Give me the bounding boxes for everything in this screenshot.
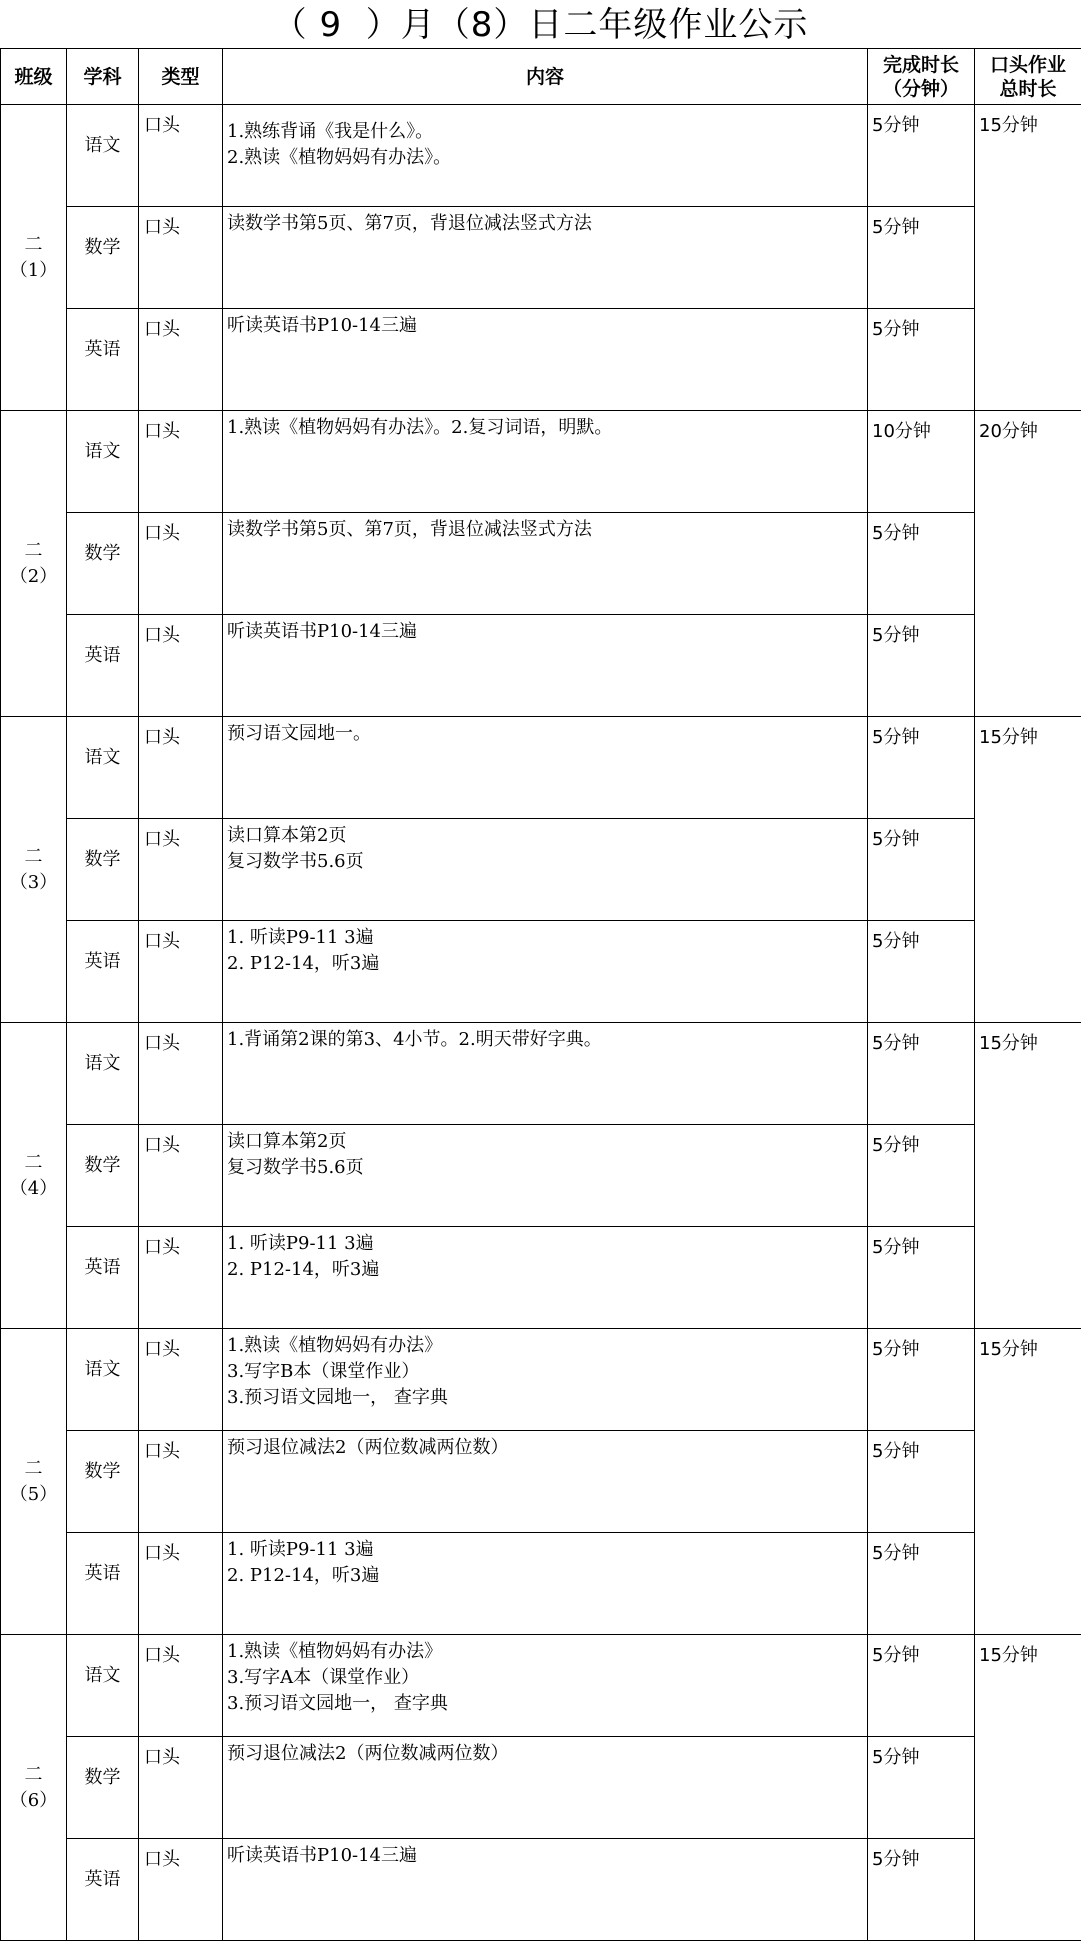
type-cell: 口头: [139, 1839, 223, 1941]
duration-cell: 5分钟: [868, 105, 975, 207]
class-name-cell: 二 （6）: [1, 1635, 67, 1941]
content-line: 复习数学书5.6页: [227, 1155, 867, 1181]
subject-cell: 英语: [67, 615, 139, 717]
duration-cell: 5分钟: [868, 1431, 975, 1533]
content-line: 1.熟读《植物妈妈有办法》: [227, 1333, 867, 1359]
table-row: [1, 513, 1081, 615]
content-cell: [223, 717, 868, 819]
content-cell: [223, 1839, 868, 1941]
content-cell: [223, 207, 868, 309]
content-line: 1.熟读《植物妈妈有办法》: [227, 1639, 867, 1665]
content-line: 2. P12-14，听3遍: [227, 1257, 867, 1283]
subject-cell: 英语: [67, 921, 139, 1023]
content-cell: [223, 1533, 868, 1635]
table-row: [1, 1125, 1081, 1227]
header-type: 类型: [139, 49, 223, 105]
table-row: [1, 1023, 1081, 1125]
type-cell: 口头: [139, 1533, 223, 1635]
type-cell: 口头: [139, 411, 223, 513]
duration-cell: 5分钟: [868, 513, 975, 615]
duration-cell: 5分钟: [868, 1533, 975, 1635]
total-duration-cell: 20分钟: [975, 411, 1081, 717]
duration-cell: 5分钟: [868, 207, 975, 309]
subject-cell: 语文: [67, 411, 139, 513]
duration-cell: 5分钟: [868, 1635, 975, 1737]
duration-cell: 5分钟: [868, 921, 975, 1023]
class-name-cell: 二 （5）: [1, 1329, 67, 1635]
class-name-cell: 二 （3）: [1, 717, 67, 1023]
table-row: [1, 921, 1081, 1023]
content-line: 1.熟读《植物妈妈有办法》。2.复习词语，明默。: [227, 415, 867, 441]
type-cell: 口头: [139, 717, 223, 819]
header-subject: 学科: [67, 49, 139, 105]
type-cell: 口头: [139, 105, 223, 207]
content-line: 复习数学书5.6页: [227, 849, 867, 875]
content-line: 3.写字A本（课堂作业）: [227, 1665, 867, 1691]
table-row: [1, 207, 1081, 309]
content-line: 1. 听读P9-11 3遍: [227, 1231, 867, 1257]
table-row: [1, 1839, 1081, 1941]
duration-cell: 5分钟: [868, 819, 975, 921]
type-cell: 口头: [139, 1635, 223, 1737]
homework-table: [0, 48, 1081, 1941]
content-cell: [223, 411, 868, 513]
content-cell: [223, 1227, 868, 1329]
content-line: 读口算本第2页: [227, 823, 867, 849]
content-line: 1.熟练背诵《我是什么》。: [227, 119, 867, 145]
table-row: [1, 411, 1081, 513]
header-total: 口头作业 总时长: [975, 49, 1081, 105]
subject-cell: 数学: [67, 1737, 139, 1839]
duration-cell: 5分钟: [868, 1329, 975, 1431]
content-line: 1. 听读P9-11 3遍: [227, 925, 867, 951]
content-cell: [223, 819, 868, 921]
type-cell: 口头: [139, 819, 223, 921]
content-line: 读口算本第2页: [227, 1129, 867, 1155]
table-row: [1, 1227, 1081, 1329]
class-name-cell: 二 （2）: [1, 411, 67, 717]
class-name-cell: 二 （1）: [1, 105, 67, 411]
content-line: 2. P12-14，听3遍: [227, 951, 867, 977]
content-line: 听读英语书P10-14三遍: [227, 619, 867, 645]
content-cell: [223, 105, 868, 207]
duration-cell: 5分钟: [868, 1227, 975, 1329]
duration-cell: 5分钟: [868, 1737, 975, 1839]
type-cell: 口头: [139, 1329, 223, 1431]
subject-cell: 语文: [67, 717, 139, 819]
type-cell: 口头: [139, 1125, 223, 1227]
total-duration-cell: 15分钟: [975, 1329, 1081, 1635]
content-line: 预习退位减法2（两位数减两位数）: [227, 1435, 867, 1461]
table-body: [1, 105, 1081, 1941]
type-cell: 口头: [139, 1023, 223, 1125]
duration-cell: 5分钟: [868, 615, 975, 717]
table-row: [1, 1737, 1081, 1839]
content-line: 3.预习语文园地一， 查字典: [227, 1691, 867, 1717]
duration-cell: 5分钟: [868, 1839, 975, 1941]
subject-cell: 数学: [67, 207, 139, 309]
table-row: [1, 717, 1081, 819]
subject-cell: 数学: [67, 819, 139, 921]
duration-cell: 5分钟: [868, 309, 975, 411]
duration-cell: 5分钟: [868, 717, 975, 819]
type-cell: 口头: [139, 615, 223, 717]
content-cell: [223, 1737, 868, 1839]
type-cell: 口头: [139, 1431, 223, 1533]
duration-cell: 10分钟: [868, 411, 975, 513]
content-line: 听读英语书P10-14三遍: [227, 1843, 867, 1869]
content-line: 1. 听读P9-11 3遍: [227, 1537, 867, 1563]
content-line: 2.熟读《植物妈妈有办法》。: [227, 145, 867, 171]
type-cell: 口头: [139, 1227, 223, 1329]
table-row: [1, 309, 1081, 411]
content-cell: [223, 615, 868, 717]
table-row: [1, 1329, 1081, 1431]
content-line: 预习语文园地一。: [227, 721, 867, 747]
type-cell: 口头: [139, 207, 223, 309]
table-row: [1, 1635, 1081, 1737]
subject-cell: 数学: [67, 513, 139, 615]
subject-cell: 英语: [67, 1227, 139, 1329]
total-duration-cell: 15分钟: [975, 105, 1081, 411]
table-row: [1, 1533, 1081, 1635]
content-cell: [223, 1329, 868, 1431]
total-duration-cell: 15分钟: [975, 1023, 1081, 1329]
total-duration-cell: 15分钟: [975, 717, 1081, 1023]
header-class: 班级: [1, 49, 67, 105]
content-cell: [223, 921, 868, 1023]
content-cell: [223, 1023, 868, 1125]
content-cell: [223, 309, 868, 411]
type-cell: 口头: [139, 513, 223, 615]
content-cell: [223, 513, 868, 615]
subject-cell: 英语: [67, 309, 139, 411]
header-content: 内容: [223, 49, 868, 105]
duration-cell: 5分钟: [868, 1125, 975, 1227]
type-cell: 口头: [139, 921, 223, 1023]
table-row: [1, 1431, 1081, 1533]
content-line: 3.写字B本（课堂作业）: [227, 1359, 867, 1385]
content-cell: [223, 1125, 868, 1227]
subject-cell: 英语: [67, 1839, 139, 1941]
content-cell: [223, 1635, 868, 1737]
subject-cell: 语文: [67, 1635, 139, 1737]
content-cell: [223, 1431, 868, 1533]
total-duration-cell: 15分钟: [975, 1635, 1081, 1941]
table-row: [1, 819, 1081, 921]
content-line: 听读英语书P10-14三遍: [227, 313, 867, 339]
content-line: 3.预习语文园地一， 查字典: [227, 1385, 867, 1411]
table-row: [1, 615, 1081, 717]
content-line: 预习退位减法2（两位数减两位数）: [227, 1741, 867, 1767]
content-line: 2. P12-14，听3遍: [227, 1563, 867, 1589]
page-title: （ 9 ）月（8）日二年级作业公示: [0, 0, 1081, 48]
header-duration: 完成时长 （分钟）: [868, 49, 975, 105]
type-cell: 口头: [139, 1737, 223, 1839]
type-cell: 口头: [139, 309, 223, 411]
subject-cell: 语文: [67, 1023, 139, 1125]
content-line: 读数学书第5页、第7页，背退位减法竖式方法: [227, 517, 867, 543]
header-row: [1, 49, 1081, 105]
table-row: [1, 105, 1081, 207]
subject-cell: 数学: [67, 1431, 139, 1533]
subject-cell: 英语: [67, 1533, 139, 1635]
subject-cell: 语文: [67, 1329, 139, 1431]
subject-cell: 语文: [67, 105, 139, 207]
content-line: 1.背诵第2课的第3、4小节。2.明天带好字典。: [227, 1027, 867, 1053]
class-name-cell: 二 （4）: [1, 1023, 67, 1329]
subject-cell: 数学: [67, 1125, 139, 1227]
duration-cell: 5分钟: [868, 1023, 975, 1125]
content-line: 读数学书第5页、第7页，背退位减法竖式方法: [227, 211, 867, 237]
